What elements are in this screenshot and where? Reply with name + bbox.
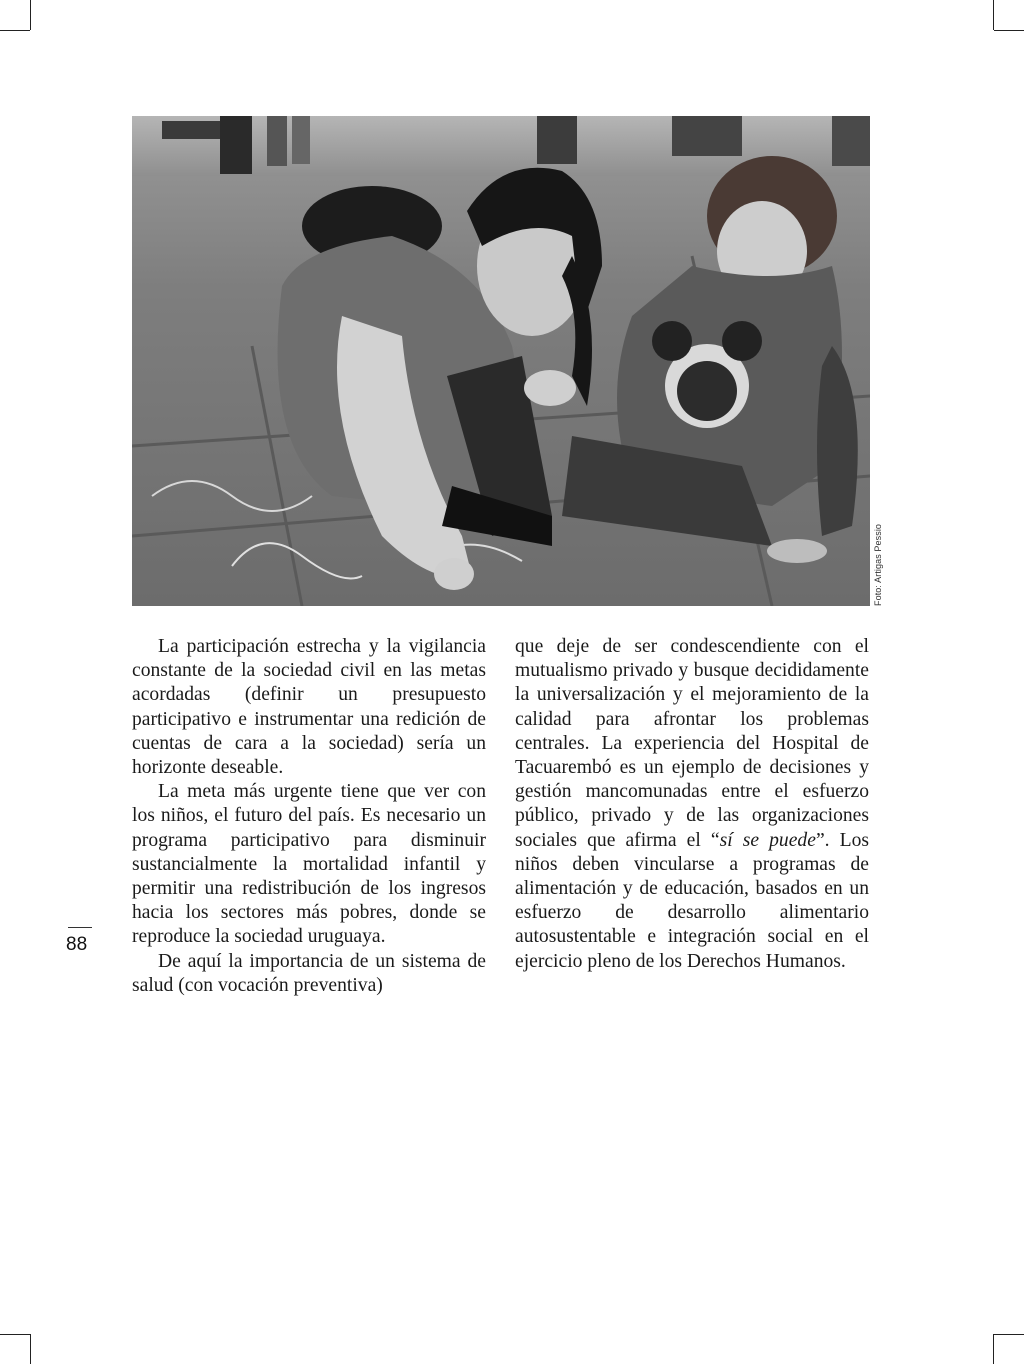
crop-mark-top-right-v — [993, 0, 994, 30]
italic-phrase: sí se puede — [719, 829, 816, 851]
paragraph-text: que deje de ser condescendiente con el mutualismo privado y busque decididamente la universalización y el mejoramiento de la calidad para afrontar los problemas centrales. La experiencia del Hospital de Tacuarembó es un ejemplo de decisiones y gestión mancomunadas entre el esfuerzo público, privado y de las organizaciones sociales que afirma el “ — [515, 636, 869, 851]
crop-mark-bottom-right-h — [994, 1334, 1024, 1335]
page-number: 88 — [66, 934, 88, 955]
paragraph: La meta más urgente tiene que ver con los niños, el futuro del país. Es necesario un programa participativo para disminuir sustancialmente la mortalidad infantil y permitir una redistribución de los ingresos hacia los sectores más pobres, donde se reproduce la sociedad uruguaya. — [132, 781, 486, 948]
photo-children-drawing-chalk — [132, 116, 870, 606]
crop-mark-bottom-right-v — [993, 1334, 994, 1364]
paragraph: De aquí la importancia de un sistema de salud (con vocación preventiva) — [132, 950, 486, 996]
photo-credit: Foto: Artigas Pessio — [873, 523, 883, 606]
left-column — [132, 635, 486, 998]
paragraph: La participación estrecha y la vigilancia constante de la sociedad civil en las metas acordadas (definir un presupuesto participativo e instrumentar una redición de cuentas de cara a la sociedad) sería un horizonte deseable. — [132, 636, 486, 779]
paragraph — [515, 635, 869, 974]
photo-illustration — [132, 116, 870, 606]
crop-mark-top-left-h — [0, 30, 30, 31]
page-number-rule — [68, 927, 92, 928]
crop-mark-bottom-left-h — [0, 1334, 30, 1335]
crop-mark-top-left-v — [30, 0, 31, 30]
crop-mark-top-right-h — [994, 30, 1024, 31]
right-column — [515, 635, 869, 974]
crop-mark-bottom-left-v — [30, 1334, 31, 1364]
paragraph-text: ”. Los niños deben vincularse a programas de alimentación y de educación, basados en un esfuerzo de desarrollo alimentario autosustentable e integración social en el ejercicio pleno de los Derechos Humanos. — [515, 829, 870, 972]
